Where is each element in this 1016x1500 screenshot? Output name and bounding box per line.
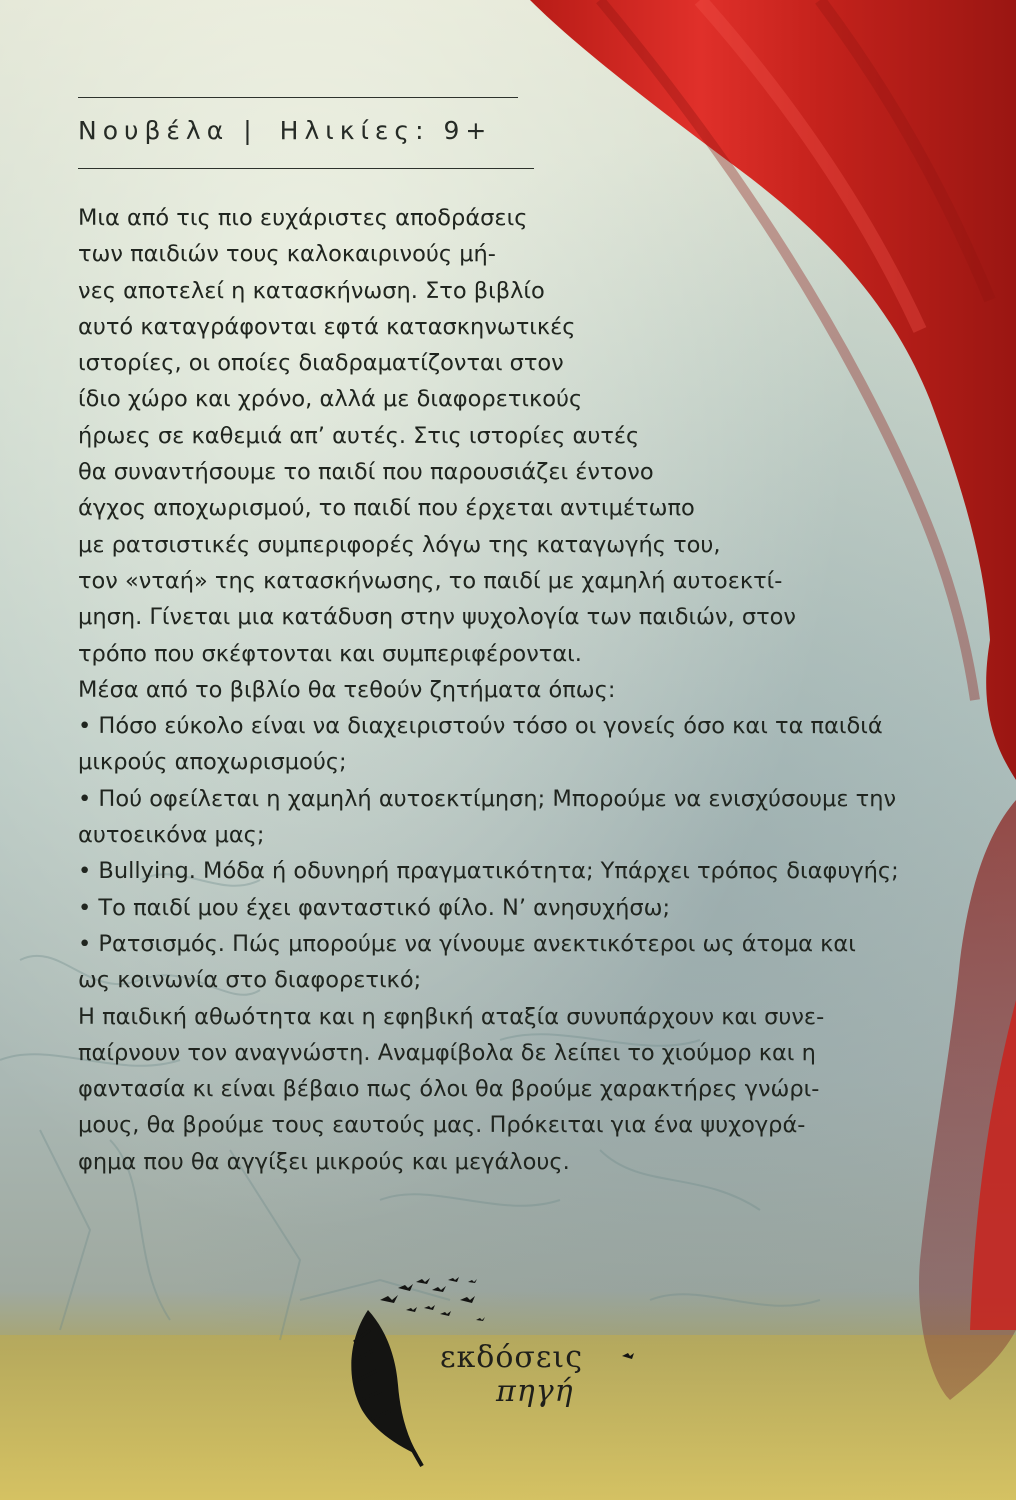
blurb-line: ιστορίες, οι οποίες διαδραματίζονται στον: [78, 350, 564, 377]
blurb-line: φημα που θα αγγίξει μικρούς και μεγάλους.: [78, 1148, 570, 1175]
blurb-line: • Πόσο εύκολο είναι να διαχειριστούν τόσο οι γονείς όσο και τα παιδιά: [78, 713, 883, 740]
blurb-line: άγχος αποχωρισμού, το παιδί που έρχεται αντιμέτωπο: [78, 495, 695, 522]
genre-label: Νουβέλα: [78, 116, 230, 145]
genre-age-line: [78, 116, 548, 145]
blurb-line: ως κοινωνία στο διαφορετικό;: [78, 967, 422, 994]
top-rule: [78, 97, 518, 98]
bottom-rule: [78, 168, 534, 169]
blurb-line: μικρούς αποχωρισμούς;: [78, 749, 347, 776]
blurb-line: • Bullying. Μόδα ή οδυνηρή πραγματικότητα; Υπάρχει τρόπος διαφυγής;: [78, 858, 899, 885]
blurb-line: Μέσα από το βιβλίο θα τεθούν ζητήματα όπως:: [78, 676, 616, 703]
blurb-line: Η παιδική αθωότητα και η εφηβική αταξία συνυπάρχουν και συνε-: [78, 1003, 825, 1030]
blurb-line: μηση. Γίνεται μια κατάδυση στην ψυχολογία των παιδιών, στον: [78, 604, 797, 631]
blurb-line: τρόπο που σκέφτονται και συμπεριφέρονται.: [78, 640, 582, 667]
blurb-line: φαντασία κι είναι βέβαιο πως όλοι θα βρούμε χαρακτήρες γνώρι-: [78, 1076, 820, 1103]
blurb-line: θα συναντήσουμε το παιδί που παρουσιάζει έντονο: [78, 459, 654, 486]
separator: |: [243, 116, 258, 145]
blurb-text: [78, 200, 899, 1180]
blurb-line: ίδιο χώρο και χρόνο, αλλά με διαφορετικούς: [78, 386, 583, 413]
blurb-line: Μια από τις πιο ευχάριστες αποδράσεις: [78, 205, 528, 231]
blurb-line: ήρωες σε καθεμιά απ’ αυτές. Στις ιστορίες αυτές: [78, 422, 640, 449]
blurb-line: μους, θα βρούμε τους εαυτούς μας. Πρόκειται για ένα ψυχογρά-: [78, 1112, 806, 1139]
blurb-line: παίρνουν τον αναγνώστη. Αναμφίβολα δε λείπει το χιούμορ και η: [78, 1039, 816, 1066]
blurb-line: νες αποτελεί η κατασκήνωση. Στο βιβλίο: [78, 277, 545, 304]
blurb-line: με ρατσιστικές συμπεριφορές λόγω της καταγωγής του,: [78, 531, 721, 558]
age-label: Ηλικίες: 9+: [279, 116, 493, 145]
blurb-line: αυτό καταγράφονται εφτά κατασκηνωτικές: [78, 313, 576, 340]
blurb-line: τον «νταή» της κατασκήνωσης, το παιδί με χαμηλή αυτοεκτί-: [78, 567, 783, 594]
blurb-line: • Το παιδί μου έχει φανταστικό φίλο. Ν’ ανησυχήσω;: [78, 894, 671, 921]
publisher-name-line2: πηγή: [496, 1374, 574, 1409]
publisher-name-line1: εκδόσεις: [440, 1340, 583, 1375]
blurb-line: των παιδιών τους καλοκαιρινούς μή-: [78, 241, 496, 268]
blurb-line: • Ρατσισμός. Πώς μπορούμε να γίνουμε ανεκτικότεροι ως άτομα και: [78, 930, 856, 957]
blurb-line: • Πού οφείλεται η χαμηλή αυτοεκτίμηση; Μπορούμε να ενισχύσουμε την: [78, 785, 897, 812]
blurb-line: αυτοεικόνα μας;: [78, 822, 265, 849]
